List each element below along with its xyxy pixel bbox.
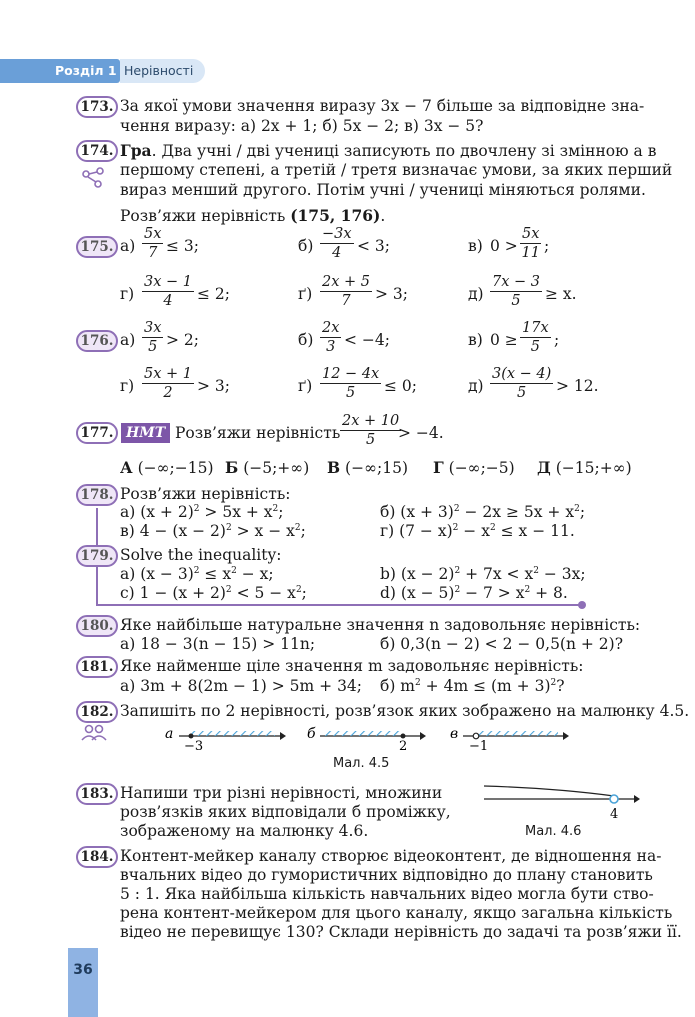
sup: 2	[533, 566, 539, 576]
answer-value: (−5;+∞)	[243, 459, 310, 477]
task-number-180: 180.	[76, 615, 118, 637]
fraction-denominator: 2	[163, 385, 173, 401]
nmt-badge: НМТ	[121, 423, 170, 443]
task-184-line2: вчальних відео до гумористичних відповідно до плану становить	[120, 866, 653, 884]
task-number-175: 175.	[76, 236, 118, 258]
item-rest: > 3;	[375, 285, 408, 303]
item-rest: > 2;	[166, 331, 199, 349]
item-label: в)	[468, 331, 483, 349]
item-fraction	[320, 320, 341, 355]
bracket-bottom-line	[96, 604, 582, 606]
answer-option	[225, 458, 309, 478]
figure-4-5	[165, 726, 645, 756]
fraction-denominator: 5	[511, 293, 521, 309]
task-number-176: 176.	[76, 330, 118, 352]
section-label: Розділ 1	[55, 63, 117, 78]
fraction-denominator: 7	[148, 245, 158, 261]
task-179-b	[380, 565, 586, 584]
item-label: б)	[298, 237, 314, 255]
item-rest: ≤ 0;	[384, 377, 417, 395]
fraction-denominator: 4	[163, 293, 173, 309]
item-rest: ≤ 2;	[197, 285, 230, 303]
task-174-line3: вираз менший другого. Потім учні / учениці міняються ролями.	[120, 181, 646, 199]
fraction-numerator: 5x	[522, 226, 540, 242]
task-179-d	[380, 584, 568, 603]
task-183-line2: розв’язків яких відповідали б проміжку,	[120, 803, 451, 821]
page-number-tab	[68, 948, 98, 1017]
t178-c2: > x − x	[231, 522, 295, 540]
item-fraction	[142, 320, 163, 355]
task-179-a	[120, 565, 274, 584]
task-181-line1: Яке найменше ціле значення m задовольняє нерівність:	[120, 657, 584, 675]
solve-note-text: Розв’яжи нерівність	[120, 207, 291, 225]
t179-a3: − x;	[236, 565, 274, 583]
task-number-178: 178.	[76, 484, 118, 506]
item-label: в)	[468, 237, 483, 255]
item-label: ґ)	[298, 377, 313, 395]
item-fraction	[142, 226, 163, 261]
fraction-numerator: 2x	[322, 320, 340, 336]
task-number-184: 184.	[76, 846, 118, 868]
sup: 2	[225, 523, 232, 533]
answer-option	[120, 458, 214, 478]
answer-letter: Г	[433, 458, 444, 477]
item-fraction	[142, 366, 194, 401]
number-line-c-tick: −1	[469, 739, 489, 754]
t179-a2: ≤ x	[199, 565, 232, 583]
item-rest: ≤ 3;	[166, 237, 199, 255]
fraction-numerator: 5x + 1	[144, 366, 192, 382]
task-177-numerator: 2x + 10	[342, 413, 400, 429]
figure-4-5-svg	[165, 726, 645, 756]
figure-4-6-svg	[484, 782, 644, 822]
sup: 2	[294, 523, 301, 533]
t181-b2: + 4m ≤ (m + 3)	[420, 677, 551, 695]
answer-option	[327, 458, 408, 478]
task-182-line1: Запишіть по 2 нерівності, розв’язок яких зображено на малюнку 4.5.	[120, 702, 690, 720]
task-177-rest: > −4.	[398, 424, 444, 442]
item-prefix: 0 >	[490, 237, 518, 255]
item-prefix: 0 ≥	[490, 331, 518, 349]
group-game-icon	[80, 166, 108, 190]
item-label: д)	[468, 377, 484, 395]
item-rest: < 3;	[357, 237, 390, 255]
task-173-line1: За якої умови значення виразу 3x − 7 більше за відповідне зна-	[120, 97, 645, 115]
task-179-text: Solve the inequality:	[120, 546, 282, 564]
item-rest: ;	[544, 237, 550, 255]
task-number-173: 173.	[76, 96, 118, 118]
sup: 2	[550, 678, 557, 688]
number-line-a-label: а	[165, 726, 174, 742]
fraction-numerator: −3x	[322, 226, 352, 242]
task-number-177: 177.	[76, 422, 118, 444]
fraction-denominator: 4	[332, 245, 342, 261]
task-181-a: а) 3m + 8(2m − 1) > 5m + 34;	[120, 677, 363, 695]
sup: 2	[415, 678, 421, 688]
t179-d2: − 7 > x	[460, 584, 525, 602]
item-rest: < −4;	[344, 331, 390, 349]
figure-4-6-tick: 4	[610, 807, 619, 822]
fraction-numerator: 12 − 4x	[322, 366, 380, 382]
answer-value: (−∞;−5)	[448, 459, 515, 477]
answer-option	[537, 458, 632, 478]
sup: 2	[454, 566, 461, 576]
t178-b1: б) (x + 3)	[380, 503, 454, 521]
pair-work-icon	[80, 724, 108, 742]
task-178-d	[380, 522, 575, 541]
sup: 2	[225, 585, 232, 595]
section-tab	[0, 59, 120, 83]
fraction-denominator: 3	[326, 339, 336, 355]
item-fraction	[520, 226, 541, 261]
sup: 2	[231, 566, 237, 576]
item-fraction	[142, 274, 194, 309]
solve-note-refs: (175, 176)	[290, 206, 381, 225]
task-180-line1: Яке найбільше натуральне значення n задовольняє нерівність:	[120, 616, 641, 634]
task-180-b: б) 0,3(n − 2) < 2 − 0,5(n + 2)?	[380, 635, 624, 653]
fraction-denominator: 5	[148, 339, 158, 355]
fraction-numerator: 17x	[522, 320, 549, 336]
figure-4-6-caption: Мал. 4.6	[525, 824, 582, 839]
t179-b3: − 3x;	[538, 565, 586, 583]
item-label: г)	[120, 377, 135, 395]
task-177-fraction	[340, 413, 401, 448]
t178-a1: а) (x + 2)	[120, 503, 194, 521]
page-number: 36	[73, 962, 93, 978]
task-178-text: Розв’яжи нерівність:	[120, 485, 291, 503]
task-174-line2: першому степені, а третій / третя визначає умови, за яких перший	[120, 161, 673, 179]
fraction-denominator: 11	[521, 245, 540, 261]
bracket-dot	[578, 601, 586, 609]
figure-4-6	[484, 782, 644, 822]
t178-c3: ;	[300, 522, 306, 540]
item-label: а)	[120, 331, 136, 349]
sup: 2	[489, 523, 496, 533]
answer-option	[433, 458, 515, 478]
item-label: ґ)	[298, 285, 313, 303]
item-fraction	[490, 366, 553, 401]
t178-b3: ;	[579, 503, 586, 521]
item-fraction	[320, 366, 381, 401]
task-179-c	[120, 584, 307, 603]
item-fraction	[520, 320, 551, 355]
task-number-174: 174.	[76, 140, 118, 162]
t179-b1: b) (x − 2)	[380, 565, 455, 583]
t178-a3: ;	[278, 503, 284, 521]
task-178-b	[380, 503, 585, 522]
t178-d2: − x	[458, 522, 490, 540]
task-174-title: Гра	[120, 141, 152, 160]
task-number-183: 183.	[76, 783, 118, 805]
sup: 2	[452, 523, 459, 533]
item-fraction	[320, 274, 372, 309]
number-line-a-tick: −3	[184, 739, 204, 754]
task-183-line3: зображеному на малюнку 4.6.	[120, 822, 369, 840]
task-183-line1: Напиши три різні нерівності, множини	[120, 784, 443, 802]
number-line-c-label: в	[450, 726, 459, 742]
item-label: д)	[468, 285, 484, 303]
task-184-line5: відео не перевищує 130? Склади нерівність до задачі та розв’яжи її.	[120, 923, 682, 941]
t179-d1: d) (x − 5)	[380, 584, 455, 602]
fraction-numerator: 3x	[144, 320, 162, 336]
item-rest: > 12.	[556, 377, 599, 395]
task-174-text: . Два учні / дві учениці записують по двочлену зі змінною a в	[151, 142, 657, 160]
fraction-denominator: 5	[530, 339, 540, 355]
sup: 2	[524, 585, 531, 595]
t179-c3: ;	[301, 584, 307, 602]
t179-a1: a) (x − 3)	[120, 565, 194, 583]
item-fraction	[490, 274, 542, 309]
t178-c1: в) 4 − (x − 2)	[120, 522, 226, 540]
item-label: б)	[298, 331, 314, 349]
task-184-line4: рена контент-мейкером для цього каналу, якщо загальна кількість	[120, 904, 673, 922]
answer-letter: Б	[225, 458, 239, 477]
sup: 2	[193, 504, 200, 514]
item-rest: ;	[554, 331, 560, 349]
t179-d3: + 8.	[530, 584, 568, 602]
sup: 2	[193, 566, 200, 576]
answer-value: (−15;+∞)	[555, 459, 632, 477]
t179-c1: c) 1 − (x + 2)	[120, 584, 226, 602]
number-line-b	[307, 726, 426, 754]
topic-label: Нерівності	[124, 63, 194, 78]
fraction-numerator: 7x − 3	[492, 274, 540, 290]
item-fraction	[320, 226, 354, 261]
t178-d3: ≤ x − 11.	[495, 522, 575, 540]
fraction-numerator: 2x + 5	[322, 274, 370, 290]
solve-note-end: .	[380, 207, 386, 225]
section-header	[0, 59, 205, 83]
t178-a2: > 5x + x	[199, 503, 273, 521]
fraction-denominator: 5	[346, 385, 356, 401]
item-rest: > 3;	[197, 377, 230, 395]
t179-b2: + 7x < x	[460, 565, 534, 583]
task-177-denominator: 5	[366, 432, 376, 448]
item-label: г)	[120, 285, 135, 303]
t181-b1: б) m	[380, 677, 416, 695]
number-line-b-label: б	[307, 726, 316, 742]
sup: 2	[454, 585, 461, 595]
task-number-181: 181.	[76, 656, 118, 678]
sup: 2	[453, 504, 460, 514]
fraction-numerator: 5x	[144, 226, 162, 242]
task-184-line1: Контент-мейкер каналу створює відеоконтент, де відношення на-	[120, 847, 662, 865]
task-181-b	[380, 677, 565, 696]
fraction-numerator: 3x − 1	[144, 274, 192, 290]
number-line-a	[165, 726, 286, 754]
item-rest: ≥ x.	[545, 285, 577, 303]
figure-4-5-caption: Мал. 4.5	[333, 756, 390, 771]
task-number-179: 179.	[76, 545, 118, 567]
task-174-line1	[120, 141, 656, 161]
task-178-c	[120, 522, 306, 541]
fraction-numerator: 3(x − 4)	[492, 366, 552, 382]
number-line-b-tick: 2	[399, 739, 408, 754]
answer-letter: Д	[537, 458, 551, 477]
t178-b2: − 2x ≥ 5x + x	[459, 503, 575, 521]
t179-c2: < 5 − x	[231, 584, 296, 602]
task-178-a	[120, 503, 284, 522]
task-184-line3: 5 : 1. Яка найбільша кількість навчальних відео могла бути ство-	[120, 885, 654, 903]
solve-note	[120, 206, 385, 226]
item-label: а)	[120, 237, 136, 255]
answer-letter: В	[327, 458, 341, 477]
task-177-text: Розв’яжи нерівність	[175, 424, 341, 442]
fraction-denominator: 5	[517, 385, 527, 401]
fraction-denominator: 7	[341, 293, 351, 309]
topic-tab	[120, 59, 205, 83]
answer-letter: А	[120, 458, 133, 477]
number-line-c	[450, 726, 569, 754]
t181-b3: ?	[556, 677, 565, 695]
task-180-a: а) 18 − 3(n − 15) > 11n;	[120, 635, 316, 653]
task-173-line2: чення виразу: а) 2x + 1; б) 5x − 2; в) 3x − 5?	[120, 117, 484, 135]
answer-value: (−∞;15)	[345, 459, 408, 477]
sup: 2	[574, 504, 580, 514]
t178-d1: г) (7 − x)	[380, 522, 453, 540]
sup: 2	[295, 585, 302, 595]
sup: 2	[272, 504, 279, 514]
answer-value: (−∞;−15)	[137, 459, 214, 477]
task-number-182: 182.	[76, 701, 118, 723]
